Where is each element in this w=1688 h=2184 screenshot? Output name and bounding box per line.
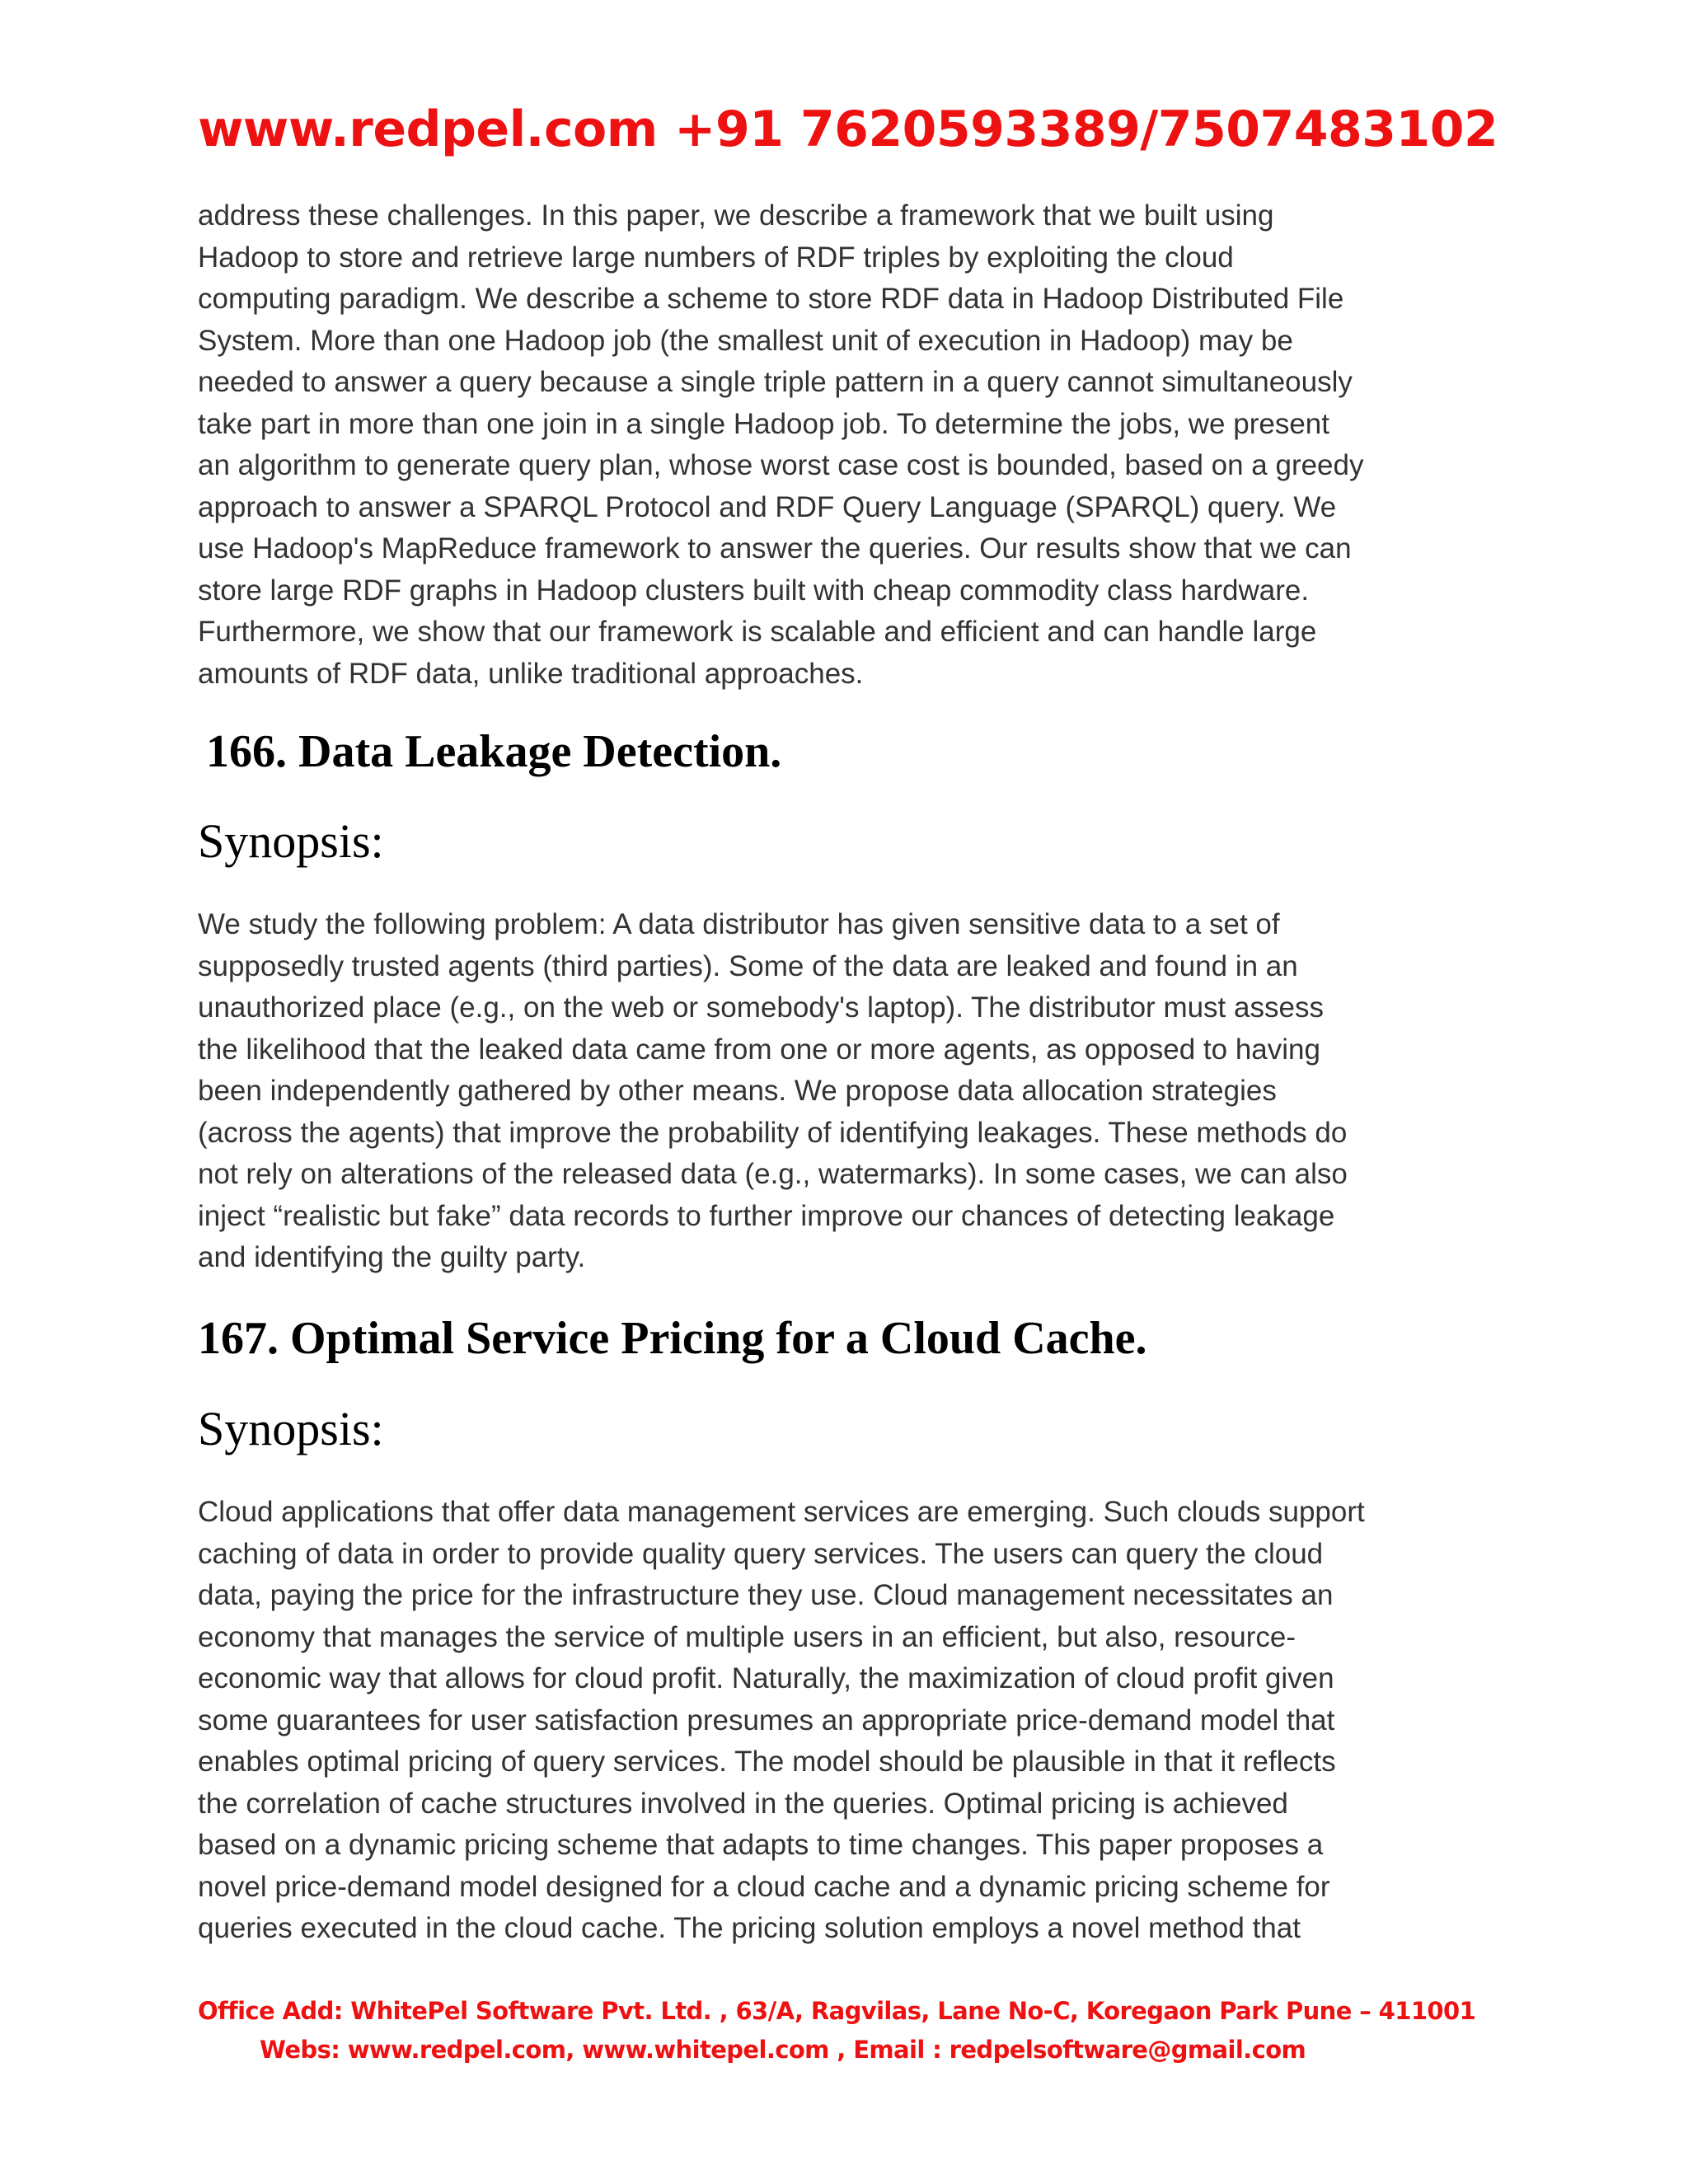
text-line: novel price-demand model designed for a cloud cache and a dynamic pricing scheme for <box>198 1870 1330 1903</box>
text-line: the correlation of cache structures involved in the queries. Optimal pricing is achieved <box>198 1787 1288 1820</box>
section-title: Optimal Service Pricing for a Cloud Cache. <box>290 1313 1147 1364</box>
text-line: not rely on alterations of the released data (e.g., watermarks). In some cases, we can also <box>198 1158 1348 1190</box>
text-line: System. More than one Hadoop job (the smallest unit of execution in Hadoop) may be <box>198 324 1293 357</box>
text-line: data, paying the price for the infrastructure they use. Cloud management necessitates an <box>198 1579 1334 1611</box>
section-heading-167 <box>198 1312 1147 1365</box>
text-line: caching of data in order to provide quality query services. The users can query the cloud <box>198 1537 1324 1570</box>
section-number: 167. <box>198 1313 279 1364</box>
text-line: queries executed in the cloud cache. The pricing solution employs a novel method that <box>198 1912 1301 1944</box>
text-line: use Hadoop's MapReduce framework to answer the queries. Our results show that we can <box>198 532 1352 565</box>
text-line: We study the following problem: A data distributor has given sensitive data to a set of <box>198 908 1280 940</box>
section-heading-166 <box>206 725 781 778</box>
text-line: supposedly trusted agents (third parties). Some of the data are leaked and found in an <box>198 949 1298 982</box>
footer-websites-email: Webs: www.redpel.com, www.whitepel.com , Email : redpelsoftware@gmail.com <box>260 2036 1306 2064</box>
text-line: Furthermore, we show that our framework is scalable and efficient and can handle large <box>198 616 1317 648</box>
text-line: economy that manages the service of multiple users in an efficient, but also, resource- <box>198 1620 1296 1653</box>
text-line: been independently gathered by other means. We propose data allocation strategies <box>198 1075 1277 1107</box>
text-line: approach to answer a SPARQL Protocol and RDF Query Language (SPARQL) query. We <box>198 490 1337 523</box>
text-line: economic way that allows for cloud profit. Naturally, the maximization of cloud profit given <box>198 1662 1334 1694</box>
text-line: enables optimal pricing of query services. The model should be plausible in that it reflects <box>198 1746 1336 1778</box>
text-line: the likelihood that the leaked data came from one or more agents, as opposed to having <box>198 1033 1320 1066</box>
text-line: and identifying the guilty party. <box>198 1241 586 1273</box>
footer-office-address: Office Add: WhitePel Software Pvt. Ltd. , 63/A, Ragvilas, Lane No-C, Koregaon Park Pune – 411001 <box>198 1997 1476 2025</box>
text-line: unauthorized place (e.g., on the web or somebody's laptop). The distributor must assess <box>198 991 1324 1024</box>
header-contact: www.redpel.com +91 7620593389/7507483102 <box>198 101 1498 158</box>
text-line: based on a dynamic pricing scheme that adapts to time changes. This paper proposes a <box>198 1829 1324 1861</box>
text-line: store large RDF graphs in Hadoop clusters built with cheap commodity class hardware. <box>198 574 1310 607</box>
text-line: some guarantees for user satisfaction presumes an appropriate price-demand model that <box>198 1704 1335 1736</box>
section-title: Data Leakage Detection. <box>298 726 782 777</box>
text-line: inject “realistic but fake” data records to further improve our chances of detecting leakage <box>198 1199 1335 1232</box>
text-line: Cloud applications that offer data management services are emerging. Such clouds support <box>198 1496 1365 1528</box>
section-167-paragraph <box>198 1492 1517 1950</box>
text-line: needed to answer a query because a single triple pattern in a query cannot simultaneously <box>198 366 1353 398</box>
section-number: 166. <box>206 726 287 777</box>
text-line: take part in more than one join in a single Hadoop job. To determine the jobs, we present <box>198 407 1329 440</box>
section-166-paragraph <box>198 904 1517 1279</box>
text-line: address these challenges. In this paper, we describe a framework that we built using <box>198 199 1274 232</box>
text-line: an algorithm to generate query plan, whose worst case cost is bounded, based on a greedy <box>198 449 1364 481</box>
text-line: Hadoop to store and retrieve large numbers of RDF triples by exploiting the cloud <box>198 241 1234 274</box>
intro-paragraph <box>198 195 1517 695</box>
text-line: (across the agents) that improve the probability of identifying leakages. These methods do <box>198 1116 1348 1149</box>
synopsis-label: Synopsis: <box>198 814 384 868</box>
text-line: amounts of RDF data, unlike traditional approaches. <box>198 657 864 690</box>
synopsis-label: Synopsis: <box>198 1402 384 1455</box>
text-line: computing paradigm. We describe a scheme to store RDF data in Hadoop Distributed File <box>198 283 1344 315</box>
